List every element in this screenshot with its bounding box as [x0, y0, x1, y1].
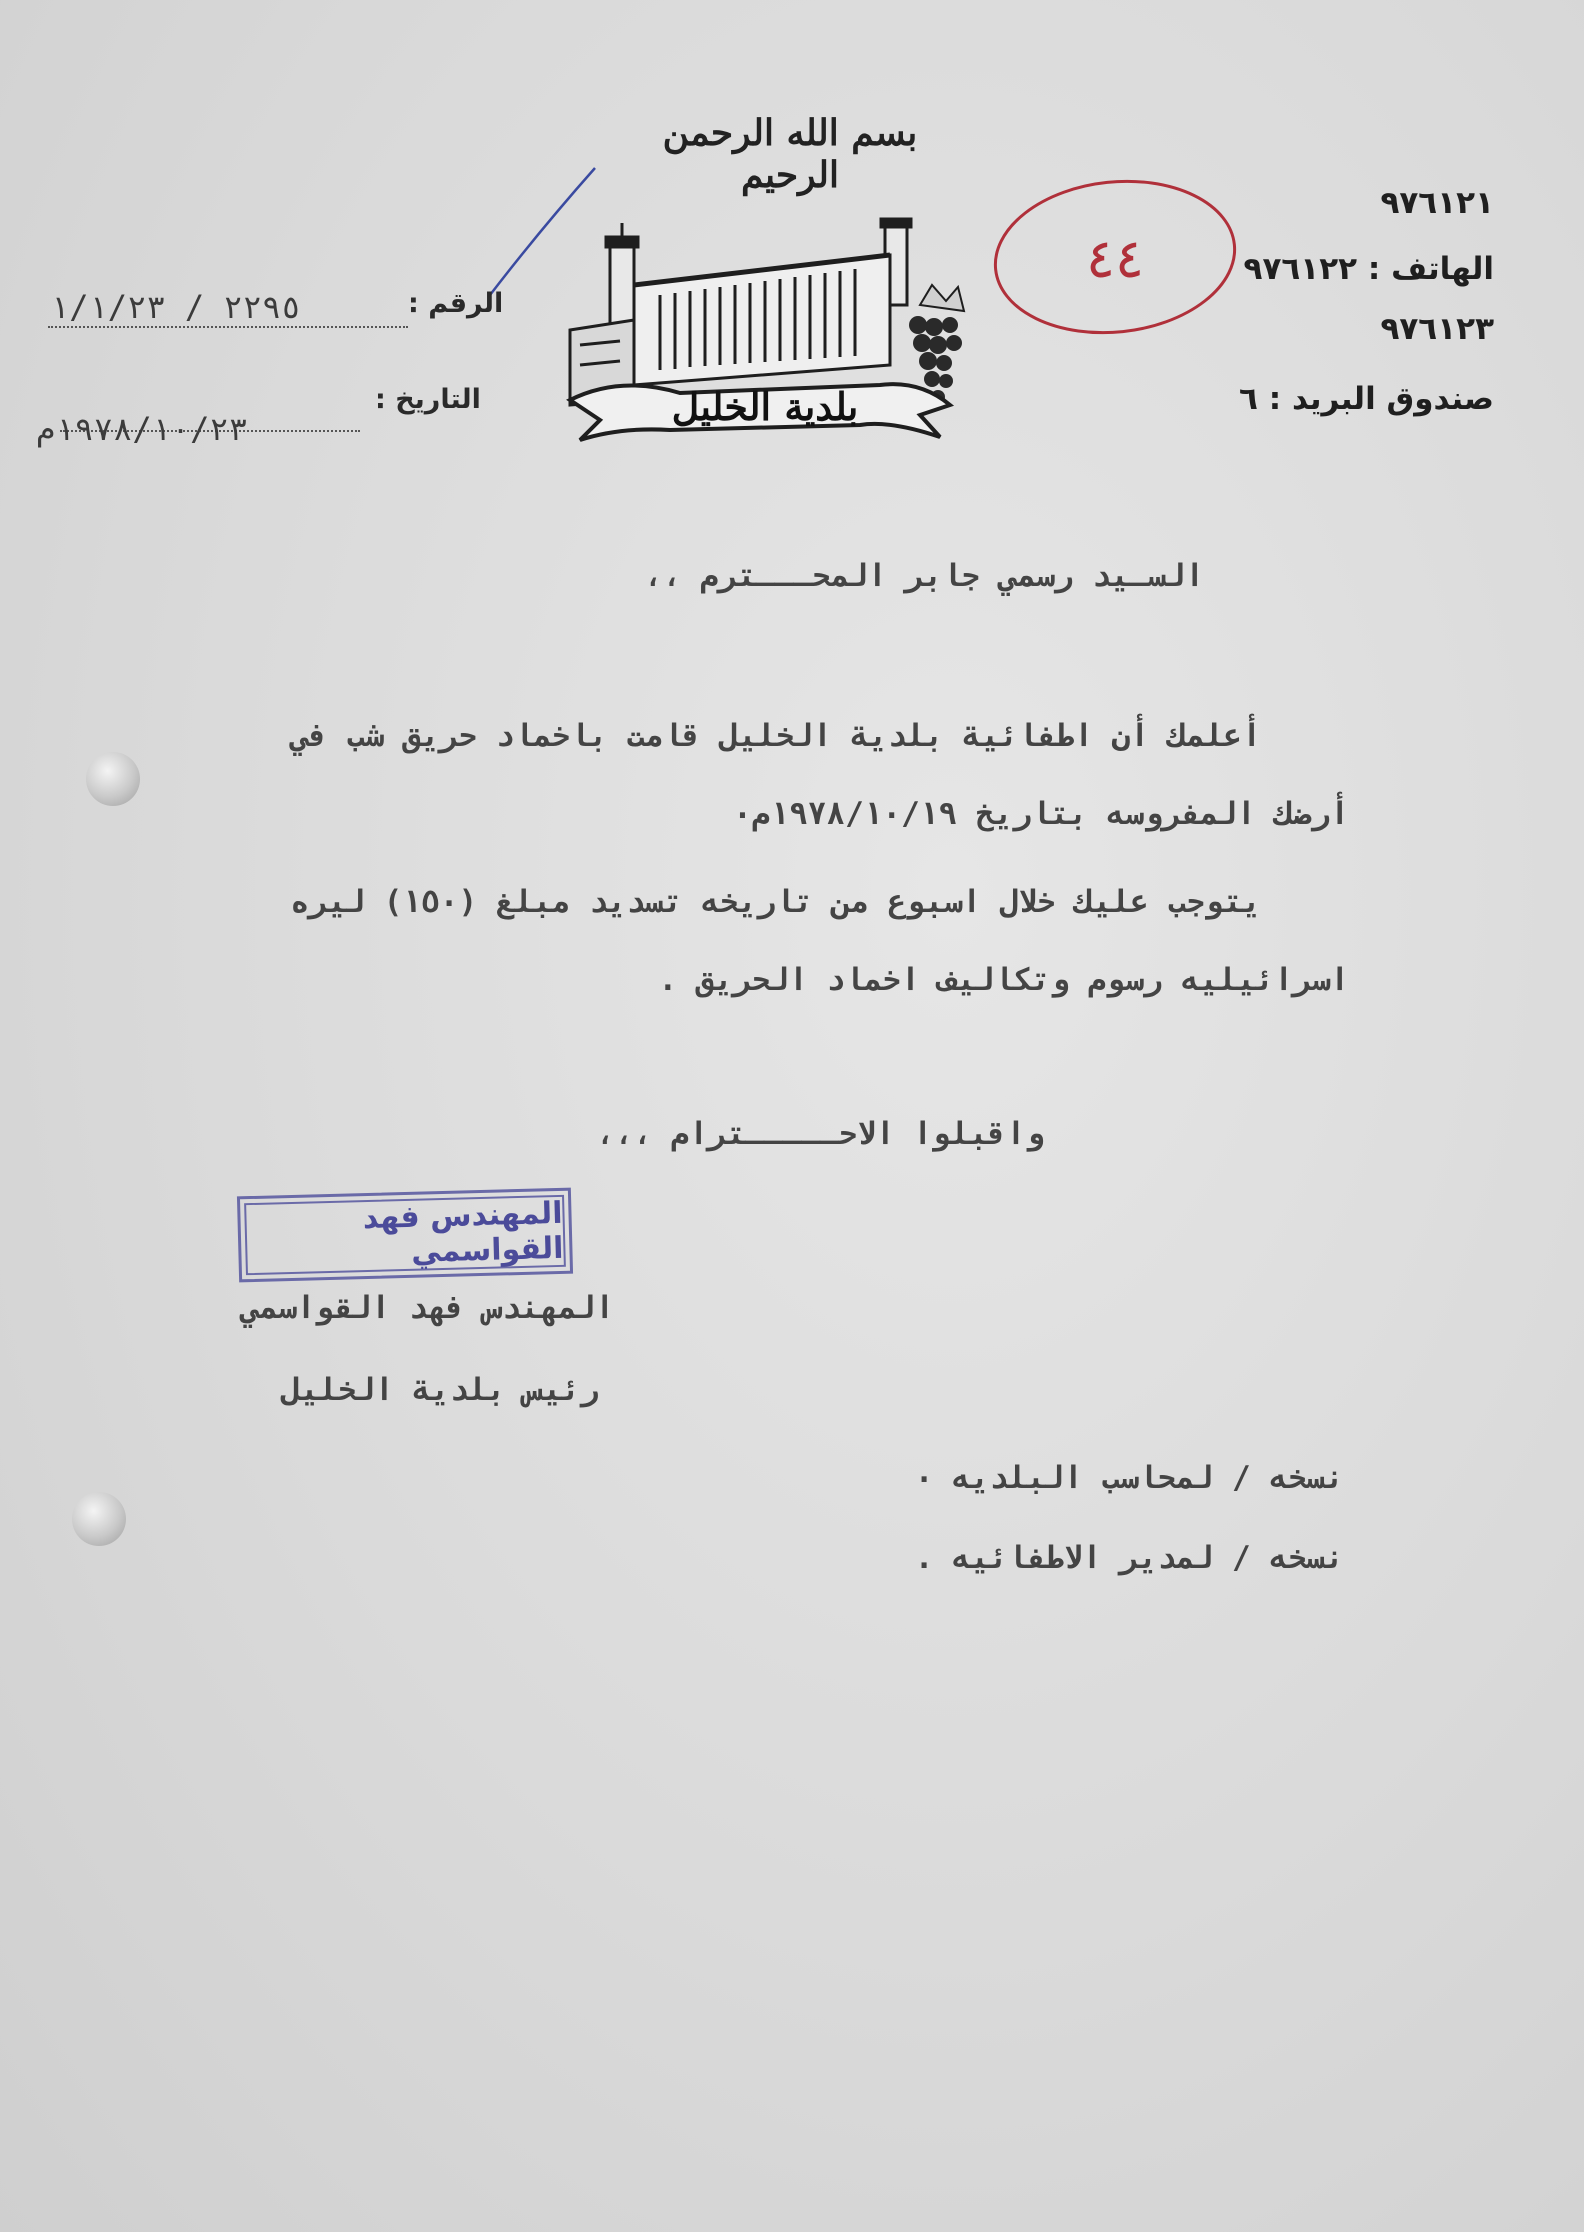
body-line-1: أعلمك أن اطفائية بلدية الخليل قامت باخماد حريق شب في: [290, 718, 1261, 754]
phone-row-2: [1244, 251, 1494, 287]
ref-dotted-line: [48, 326, 408, 328]
copy-line-1: نسخه / لمحاسب البلديه ٠: [914, 1460, 1344, 1496]
ref-value: ٢٢٩٥ / ١/١/٢٣: [50, 288, 301, 326]
red-handwritten-number: ٤٤: [1085, 227, 1145, 290]
phone-label: الهاتف :: [1367, 251, 1494, 287]
stamp-text: المهندس فهد القواسمي: [244, 1195, 566, 1275]
body-line-3: يتوجب عليك خلال اسبوع من تاريخه تسديد مبلغ (١٥٠) ليره: [290, 884, 1261, 920]
basmala: بسم الله الرحمن الرحيم: [662, 112, 918, 196]
date-value: ١٩٧٨/١٠/٢٣م: [36, 410, 248, 448]
municipality-logo: [560, 215, 980, 445]
phone-number-2: ٩٧٦١٢٢: [1243, 251, 1358, 287]
phone-number-3: ٩٧٦١٢٣: [1380, 311, 1494, 347]
copy-line-2: نسخه / لمدير الاطفائيه .: [914, 1540, 1344, 1576]
punch-hole-bottom: [72, 1492, 126, 1546]
red-circle-mark: [985, 172, 1245, 342]
logo-ribbon-text: بلدية الخليل: [671, 384, 859, 429]
salutation: السـيد رسمي جابر المحـــترم ،،: [644, 558, 1204, 594]
closing: واقبلوا الاحـــــترام ،،،: [596, 1116, 1044, 1152]
phone-number-1: ٩٧٦١٢١: [1380, 185, 1494, 221]
signatory-name: المهندس فهد القواسمي: [240, 1290, 614, 1326]
ref-label: الرقم :: [408, 288, 504, 319]
date-label: التاريخ :: [375, 384, 481, 415]
body-line-2: أرضك المفروسه بتاريخ ١٩٧٨/١٠/١٩م٠: [733, 796, 1349, 832]
po-box: صندوق البريد : ٦: [1239, 381, 1494, 417]
signatory-title: رئيس بلدية الخليل: [281, 1372, 599, 1408]
punch-hole-top: [86, 752, 140, 806]
signature-stamp: [237, 1188, 573, 1283]
body-line-4: اسرائيليه رسوم وتكاليف اخماد الحريق .: [658, 962, 1349, 998]
